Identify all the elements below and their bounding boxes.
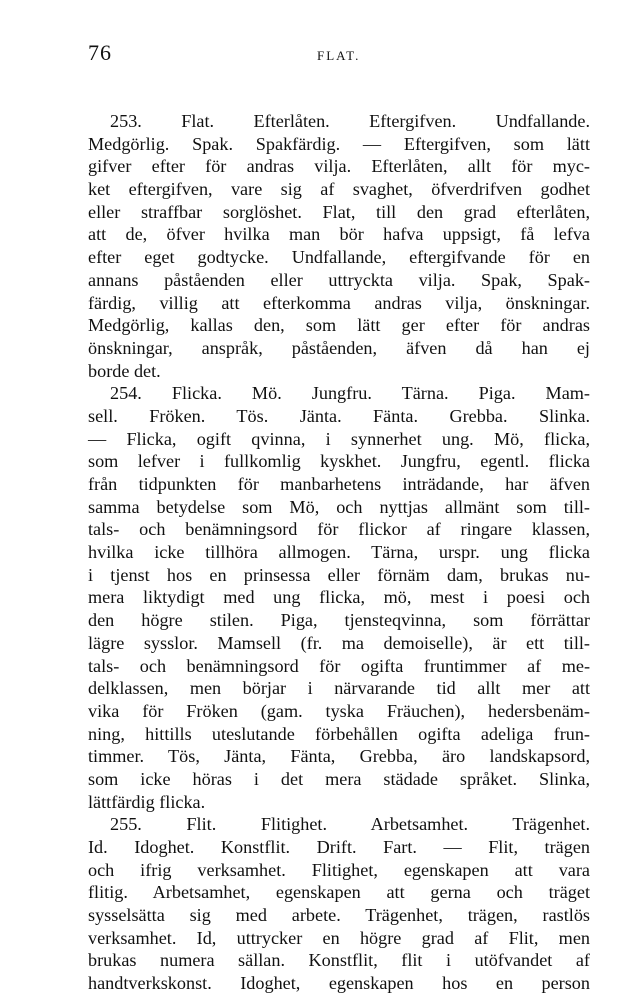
text-line: lättfärdig flicka. bbox=[88, 791, 206, 812]
text-line: Medgörlig, kallas den, som lätt ger efter för andras bbox=[88, 315, 590, 336]
text-line: 255. Flit. Flitighet. Arbetsamhet. Trägenhet. bbox=[110, 814, 590, 835]
text-line: eller straffbar sorglöshet. Flat, till den grad efterlåten, bbox=[88, 201, 590, 222]
text-line: flitig. Arbetsamhet, egenskapen att gerna och träget bbox=[88, 882, 590, 903]
text-line: som lefver i fullkomlig kyskhet. Jungfru, egentl. flicka bbox=[88, 451, 590, 472]
text-line: handtverkskonst. Idoghet, egenskapen hos en person bbox=[88, 973, 590, 994]
text-line: verksamhet. Id, uttrycker en högre grad af Flit, men bbox=[88, 927, 590, 948]
text-line: tals- och benämningsord för ogifta fruntimmer af me- bbox=[88, 655, 590, 676]
text-line: mera liktydigt med ung flicka, mö, mest i poesi och bbox=[88, 587, 590, 608]
text-line: den högre stilen. Piga, tjensteqvinna, som förrättar bbox=[88, 610, 590, 631]
text-line: Id. Idoghet. Konstflit. Drift. Fart. — Flit, trägen bbox=[88, 837, 590, 857]
text-line: lägre sysslor. Mamsell (fr. ma demoiselle), är ett till- bbox=[88, 632, 590, 653]
text-line: som icke höras i det mera städade språket. Slinka, bbox=[88, 768, 590, 789]
text-line: sysselsätta sig med arbete. Trägenhet, trägen, rastlös bbox=[88, 905, 590, 926]
text-line: timmer. Tös, Jänta, Fänta, Grebba, äro landskapsord, bbox=[88, 746, 590, 767]
text-line: samma betydelse som Mö, och nyttjas allmänt som till- bbox=[88, 496, 590, 517]
text-line: ket eftergifven, vare sig af svaghet, öfverdrifven godhet bbox=[88, 179, 590, 200]
text-line: hvilka icke tillhöra allmogen. Tärna, urspr. ung flicka bbox=[88, 542, 590, 563]
text-line: borde det. bbox=[88, 360, 161, 381]
book-page bbox=[88, 40, 590, 995]
text-line: delklassen, men börjar i närvarande tid allt mer att bbox=[88, 678, 590, 699]
page-number: 76 bbox=[88, 40, 112, 65]
text-line: gifver efter för andras vilja. Efterlåten, allt för myc- bbox=[88, 156, 590, 177]
text-line: ning, hittills uteslutande förbehållen ogifta adeliga frun- bbox=[88, 723, 590, 744]
text-line: 253. Flat. Efterlåten. Eftergifven. Undfallande. bbox=[110, 111, 590, 131]
text-line: vika för Fröken (gam. tyska Fräuchen), hedersbenäm- bbox=[88, 700, 590, 721]
text-line: brukas numera sällan. Konstflit, flit i utöfvandet af bbox=[88, 950, 590, 971]
text-line: att de, öfver hvilka man bör hafva uppsigt, få lefva bbox=[88, 224, 590, 245]
text-line: tals- och benämningsord för flickor af ringare klassen, bbox=[88, 519, 590, 540]
text-line: önskningar, anspråk, påståenden, äfven då han ej bbox=[88, 337, 590, 358]
text-line: i tjenst hos en prinsessa eller förnäm dam, brukas nu- bbox=[88, 564, 590, 585]
text-line: 254. Flicka. Mö. Jungfru. Tärna. Piga. Mam- bbox=[110, 383, 590, 404]
page-header bbox=[88, 40, 590, 74]
text-line: Medgörlig. Spak. Spakfärdig. — Eftergifven, som lätt bbox=[88, 133, 590, 154]
running-head: FLAT. bbox=[317, 48, 361, 63]
text-line: — Flicka, ogift qvinna, i synnerhet ung. Mö, flicka, bbox=[88, 428, 590, 449]
text-line: sell. Fröken. Tös. Jänta. Fänta. Grebba. Slinka. bbox=[88, 405, 590, 426]
text-line: annans påståenden eller uttryckta vilja. Spak, Spak- bbox=[88, 269, 590, 290]
text-line: och ifrig verksamhet. Flitighet, egenskapen att vara bbox=[88, 859, 590, 880]
body-text bbox=[88, 110, 590, 995]
text-line: färdig, villig att efterkomma andras vilja, önskningar. bbox=[88, 292, 590, 313]
text-line: från tidpunkten för manbarhetens inträdande, har äfven bbox=[88, 474, 590, 494]
text-line: efter eget godtycke. Undfallande, eftergifvande för en bbox=[88, 247, 590, 268]
